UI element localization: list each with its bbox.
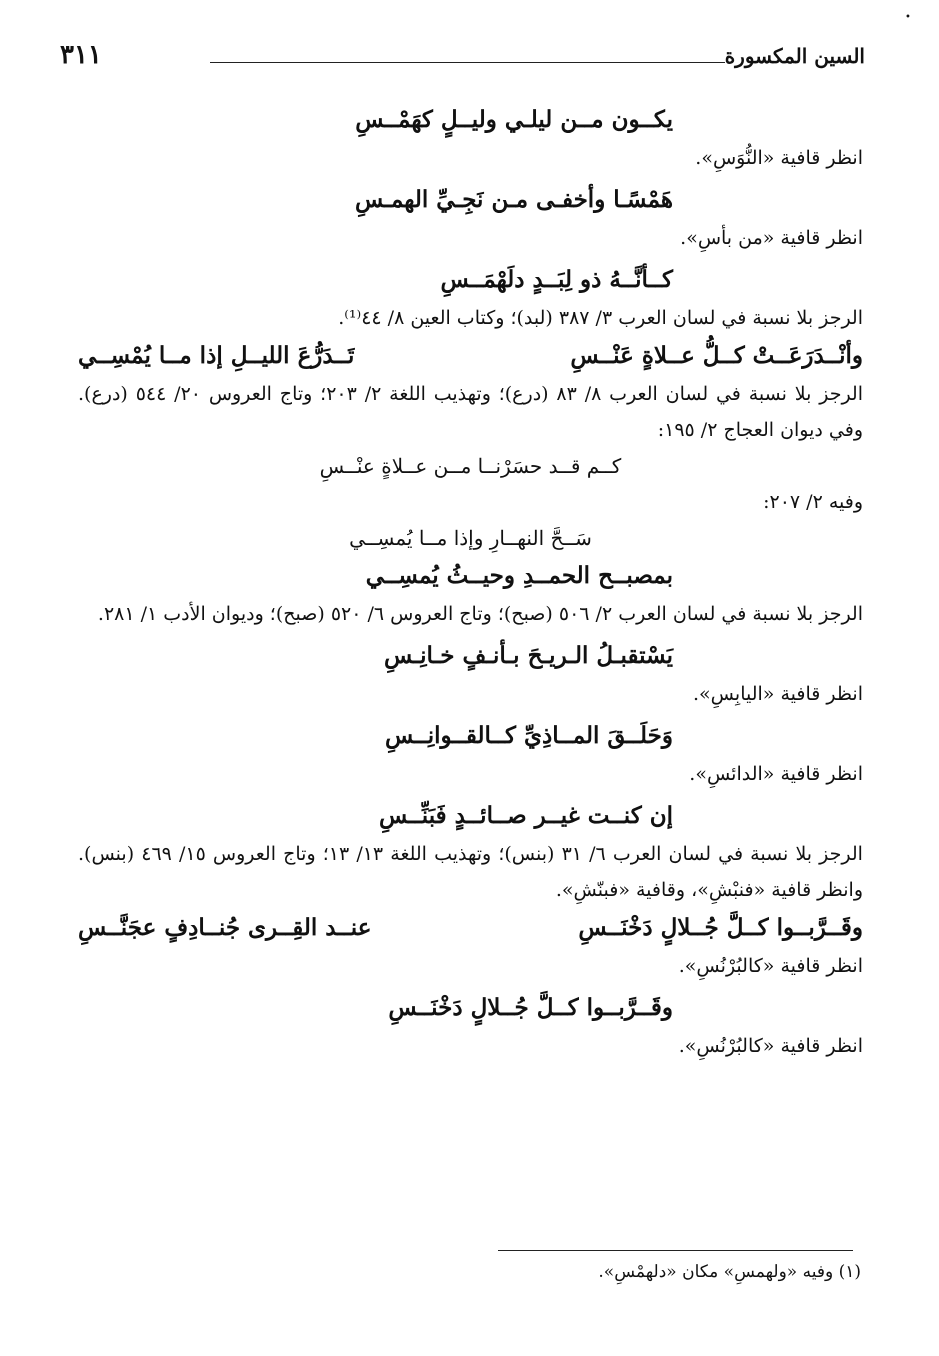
footnote: (١) وفيه «ولهمسِ» مكان «دلهمْسِ». bbox=[598, 1262, 861, 1282]
page-body bbox=[78, 100, 863, 1064]
note-line: انظر قافية «النُّوَسِ». bbox=[695, 147, 863, 169]
corner-mark: • bbox=[905, 12, 911, 23]
note-paragraph: الرجز بلا نسبة في لسان العرب ٦/ ٣١ (بنس)؛ وتهذيب اللغة ١٣/ ١٣؛ وتاج العروس ١٥/ ٤٦٩ (بنس). وانظر قافية «فنبْشِ»، وقافية «فبنّشِ». bbox=[78, 843, 863, 901]
verse-line: يكــون مــن ليلـي وليــلٍ كهَمْــسِ bbox=[355, 106, 673, 133]
header-rule bbox=[210, 62, 725, 63]
page-number: ٣١١ bbox=[60, 40, 102, 70]
note-line: وفيه ٢/ ٢٠٧: bbox=[763, 491, 863, 513]
note-paragraph: الرجز بلا نسبة في لسان العرب ٨/ ٨٣ (درع)؛ وتهذيب اللغة ٢/ ٢٠٣؛ وتاج العروس ٢٠/ ٥٤٤ (درع). وفي ديوان العجاج ٢/ ١٩٥: bbox=[78, 383, 863, 441]
verse-line: وقَــرَّبــوا كــلَّ جُــلالٍ دَخْنَــسِ bbox=[388, 994, 673, 1021]
verse-line: بمصبــح الحمــدِ وحيــثُ يُمسِــي bbox=[365, 562, 673, 589]
note-line: انظر قافية «اليابِسِ». bbox=[693, 683, 863, 705]
verse-couplet bbox=[78, 336, 863, 376]
verse-line: هَمْسًـا وأخفـى مـن نَجِـيِّ الهمـسِ bbox=[354, 186, 673, 213]
note-paragraph: الرجز بلا نسبة في لسان العرب ٢/ ٥٠٦ (صبح)؛ وتاج العروس ٦/ ٥٢٠ (صبح)؛ وديوان الأدب ١/ ٢٨١. bbox=[97, 603, 863, 625]
verse-line: وَحَلَــقَ المــاذِيِّ كــالقــوانِــسِ bbox=[384, 722, 673, 749]
couplet-second-hemistich: تَــدَرُّعَ الليــلِ إذا مــا يُمْسِــي bbox=[78, 342, 355, 369]
verse-line: إن كنــت غيــر صــائــدٍ فَبَنِّــسِ bbox=[378, 802, 673, 829]
footnote-rule bbox=[498, 1250, 853, 1251]
note-line: انظر قافية «الدائسِ». bbox=[689, 763, 863, 785]
note-line: انظر قافية «كالبُرْنُسِ». bbox=[678, 1035, 863, 1057]
note-line: انظر قافية «من بأسِ». bbox=[680, 227, 863, 249]
note-line: الرجز بلا نسبة في لسان العرب ٣/ ٣٨٧ (لبد)؛ وكتاب العين ٨/ ٤٤⁽¹⁾. bbox=[338, 307, 863, 329]
verse-couplet bbox=[78, 908, 863, 948]
page-header bbox=[60, 40, 865, 80]
quoted-verse: سَــحَّ النهــارِ وإذا مــا يُمسِــي bbox=[349, 526, 592, 550]
verse-line: كــأنَّــهُ ذو لِبَــدٍ دلَهْمَــسِ bbox=[440, 266, 673, 293]
couplet-first-hemistich: وأنْــدَرَعَــتْ كــلُّ عــلاةٍ عَنْــسِ bbox=[570, 342, 863, 369]
running-title: السين المكسورة bbox=[724, 44, 865, 68]
verse-line: يَسْتقبـلُ الـريـحَ بـأنـفٍ خـانِـسِ bbox=[384, 642, 673, 669]
note-line: انظر قافية «كالبُرْنُسِ». bbox=[678, 955, 863, 977]
quoted-verse: كــم قــد حسَرْنــا مــن عــلاةٍ عنْــسِ bbox=[319, 454, 622, 478]
couplet-first-hemistich: وقَــرَّبــوا كــلَّ جُــلالٍ دَخْنَــسِ bbox=[578, 914, 863, 941]
couplet-second-hemistich: عنــد القِــرى جُنــادِفٍ عجَنَّــسِ bbox=[78, 914, 372, 941]
